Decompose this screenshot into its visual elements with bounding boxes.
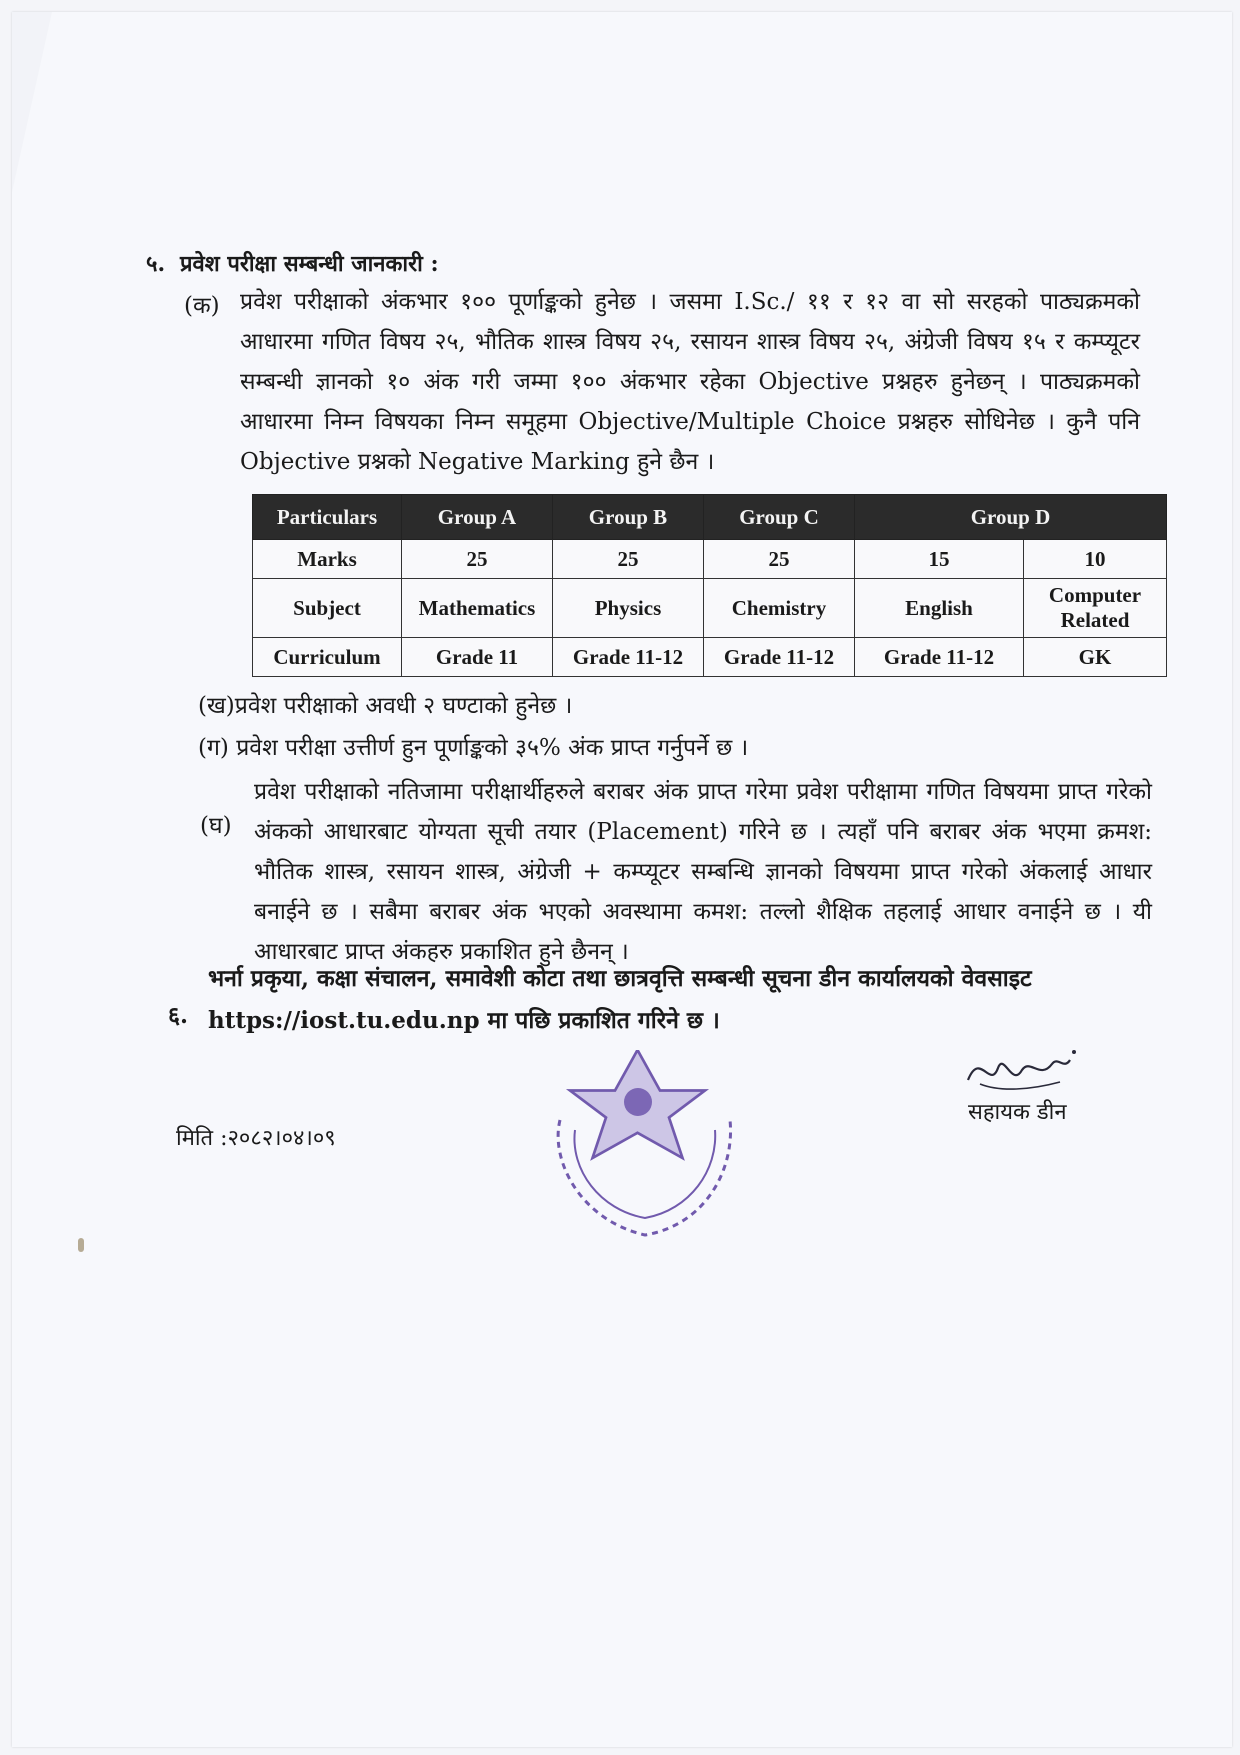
- table-cell: Physics: [553, 579, 704, 638]
- kha-line: [198, 688, 572, 720]
- header-group-a: Group A: [402, 495, 553, 540]
- official-seal-icon: [540, 1050, 750, 1250]
- table-cell: Chemistry: [704, 579, 855, 638]
- signatory-title: सहायक डीन: [968, 1100, 1067, 1125]
- table-cell: GK: [1024, 638, 1167, 677]
- gha-paragraph: प्रवेश परीक्षाको नतिजामा परीक्षार्थीहरुले बराबर अंक प्राप्त गरेमा प्रवेश परीक्षामा गणित विषयमा प्राप्त गरेको अंकको आधारबाट योग्यता सूची तयार (Placement) गरिने छ । त्यहाँ पनि बराबर अंक भएमा क्रमश: भौतिक शास्त्र, रसायन शास्त्र, अंग्रेजी + कम्प्यूटर सम्बन्धि ज्ञानको विषयमा प्राप्त गरेको अंकलाई आधार बनाईने छ । सबैमा बराबर अंक भएको अवस्थामा कमश: तल्लो शैक्षिक तहलाई आधार वनाईने छ । यी आधारबाट प्राप्त अंकहरु प्रकाशित हुने छैनन् ।: [254, 779, 1152, 965]
- kha-text: प्रवेश परीक्षाको अवधी २ घण्टाको हुनेछ ।: [234, 693, 573, 719]
- table-cell: Grade 11-12: [704, 638, 855, 677]
- signature-scribble-icon: [960, 1040, 1080, 1100]
- table-cell: Curriculum: [253, 638, 402, 677]
- paper-stain: [78, 1238, 84, 1252]
- table-cell: Grade 11: [402, 638, 553, 677]
- table-cell: 15: [855, 540, 1024, 579]
- ka-paragraph: प्रवेश परीक्षाको अंकभार १०० पूर्णाङ्कको हुनेछ । जसमा I.Sc./ ११ र १२ वा सो सरहको पाठ्यक्रमको आधारमा गणित विषय २५, भौतिक शास्त्र विषय २५, रसायन शास्त्र विषय २५, अंग्रेजी विषय १५ र कम्प्यूटर सम्बन्धी ज्ञानको १० अंक गरी जम्मा १०० अंकभार रहेका Objective प्रश्नहरु हुनेछन् । पाठ्यक्रमको आधारमा निम्न विषयका निम्न समूहमा Objective/Multiple Choice प्रश्नहरु सोधिनेछ । कुनै पनि Objective प्रश्नको Negative Marking हुने छैन ।: [240, 289, 1140, 475]
- table-cell: Grade 11-12: [553, 638, 704, 677]
- gha-marker: (घ): [200, 813, 232, 839]
- table-cell: 10: [1024, 540, 1167, 579]
- kha-marker: (ख): [198, 693, 235, 719]
- section-6-paragraph: भर्ना प्रकृया, कक्षा संचालन, समावेशी कोटा तथा छात्रवृत्ति सम्बन्धी सूचना डीन कार्यालयको वेवसाइट https://iost.tu.edu.np मा पछि प्रकाशित गरिने छ ।: [208, 965, 1032, 1034]
- page-fold-shadow: [12, 12, 52, 192]
- table-row: [253, 579, 1167, 638]
- table-row: [253, 540, 1167, 579]
- exam-group-table: [252, 494, 1167, 677]
- table-cell: 25: [704, 540, 855, 579]
- header-group-b: Group B: [553, 495, 704, 540]
- table-header-row: [253, 495, 1167, 540]
- ga-line: [198, 730, 748, 762]
- header-group-c: Group C: [704, 495, 855, 540]
- ka-marker: (क): [184, 293, 220, 319]
- section-6-number: ६.: [168, 1002, 188, 1029]
- table-cell: 25: [402, 540, 553, 579]
- ga-text: प्रवेश परीक्षा उत्तीर्ण हुन पूर्णाङ्कको ३५% अंक प्राप्त गर्नुपर्ने छ ।: [236, 735, 749, 761]
- section-5-heading: [146, 248, 439, 278]
- table-row: [253, 638, 1167, 677]
- table-cell: Subject: [253, 579, 402, 638]
- header-particulars: Particulars: [253, 495, 402, 540]
- table-cell: Computer Related: [1024, 579, 1167, 638]
- ga-marker: (ग): [198, 735, 229, 761]
- table-cell: Grade 11-12: [855, 638, 1024, 677]
- header-group-d: Group D: [855, 495, 1167, 540]
- table-cell: 25: [553, 540, 704, 579]
- section-5-title: प्रवेश परीक्षा सम्बन्धी जानकारी :: [180, 251, 439, 277]
- table-cell: Mathematics: [402, 579, 553, 638]
- section-5-number: ५.: [146, 251, 166, 277]
- table-cell: English: [855, 579, 1024, 638]
- issue-date: मिति :२०८२।०४।०९: [176, 1126, 336, 1151]
- table-cell: Marks: [253, 540, 402, 579]
